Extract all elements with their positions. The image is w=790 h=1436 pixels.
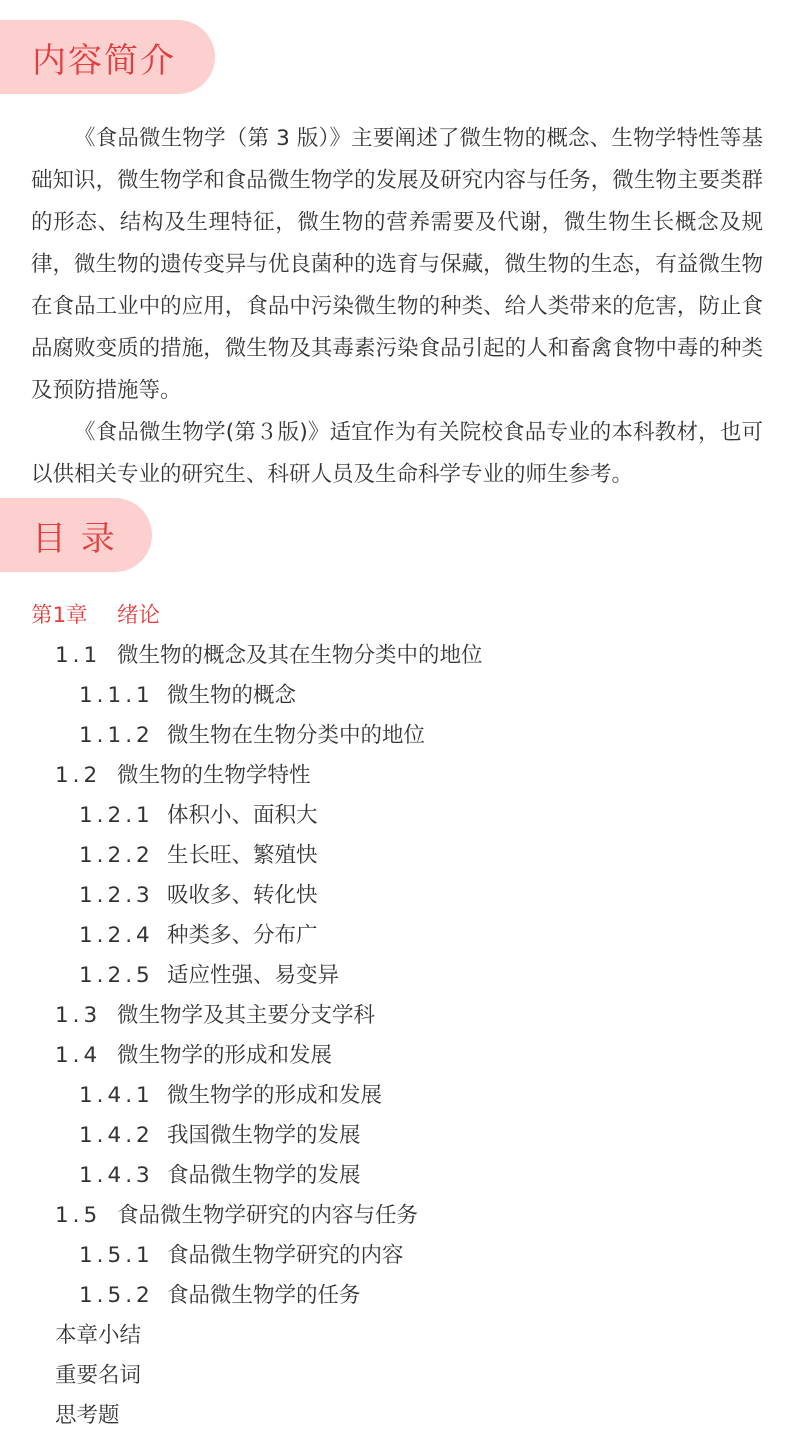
toc-entry-section[interactable]	[31, 1196, 761, 1236]
toc-entry-section[interactable]	[31, 1036, 761, 1076]
toc-entry-extra[interactable]	[31, 1396, 761, 1436]
toc-entry-number: 1.1.2	[79, 723, 154, 748]
toc-entry-subsection[interactable]	[31, 1276, 761, 1316]
toc-entry-extra[interactable]	[31, 1356, 761, 1396]
toc-entry-section[interactable]	[31, 996, 761, 1036]
toc-entry-number: 1.2.3	[79, 883, 154, 908]
toc-entry-number: 1.2.2	[79, 843, 154, 868]
toc-entry-section[interactable]	[31, 636, 761, 676]
toc-entry-title: 食品微生物学的发展	[167, 1163, 361, 1188]
toc-entry-title: 本章小结	[55, 1323, 142, 1348]
toc-entry-title: 微生物的概念	[167, 683, 297, 708]
toc-entry-subsection[interactable]	[31, 716, 761, 756]
intro-heading: 内容简介	[32, 40, 176, 81]
toc-entry-number: 1.4.1	[79, 1083, 154, 1108]
toc-entry-title: 微生物在生物分类中的地位	[167, 723, 426, 748]
toc-entry-number: 1.2.5	[79, 963, 154, 988]
toc-entry-number: 1.5	[55, 1203, 102, 1228]
toc-entry-number: 1.3	[55, 1003, 102, 1028]
toc-entry-subsection[interactable]	[31, 956, 761, 996]
toc-entry-title: 生长旺、繁殖快	[167, 843, 318, 868]
toc-entry-title: 食品微生物学研究的内容与任务	[117, 1203, 419, 1228]
toc-entry-title: 我国微生物学的发展	[167, 1123, 361, 1148]
toc-entry-subsection[interactable]	[31, 1116, 761, 1156]
intro-paragraph-1: 《食品微生物学（第 3 版）》主要阐述了微生物的概念、生物学特性等基础知识，微生物学和食品微生物学的发展及研究内容与任务，微生物主要类群的形态、结构及生理特征，微生物的营养需要及代谢，微生物生长概念及规律，微生物的遗传变异与优良菌种的选育与保藏，微生物的生态，有益微生物在食品工业中的应用，食品中污染微生物的种类、给人类带来的危害，防止食品腐败变质的措施，微生物及其毒素污染食品引起的人和畜禽食物中毒的种类及预防措施等。	[31, 126, 763, 403]
toc-entry-extra[interactable]	[31, 1316, 761, 1356]
toc-heading: 目 录	[32, 518, 117, 559]
toc-entry-title: 食品微生物学研究的内容	[167, 1243, 404, 1268]
toc-entry-number: 1.5.2	[79, 1283, 154, 1308]
toc-entry-title: 微生物学的形成和发展	[167, 1083, 383, 1108]
toc-entry-title: 微生物的概念及其在生物分类中的地位	[117, 643, 483, 668]
toc-entry-subsection[interactable]	[31, 1156, 761, 1196]
toc-entry-subsection[interactable]	[31, 836, 761, 876]
toc-entry-subsection[interactable]	[31, 676, 761, 716]
toc-chapter-number: 第1章	[31, 603, 88, 628]
toc-entry-number: 1.2	[55, 763, 102, 788]
intro-paragraph-2: 《食品微生物学(第３版)》适宜作为有关院校食品专业的本科教材，也可以供相关专业的研究生、科研人员及生命科学专业的师生参考。	[31, 420, 763, 487]
table-of-contents	[31, 596, 761, 1436]
toc-entry-title: 适应性强、易变异	[167, 963, 340, 988]
toc-entry-number: 1.2.1	[79, 803, 154, 828]
toc-entry-section[interactable]	[31, 756, 761, 796]
toc-entry-subsection[interactable]	[31, 916, 761, 956]
intro-text-block	[31, 118, 763, 496]
toc-entry-title: 吸收多、转化快	[167, 883, 318, 908]
toc-entry-number: 1.1.1	[79, 683, 154, 708]
toc-entry-number: 1.4	[55, 1043, 102, 1068]
toc-entry-title: 思考题	[55, 1403, 120, 1428]
toc-entry-number: 1.5.1	[79, 1243, 154, 1268]
toc-entry-number: 1.1	[55, 643, 102, 668]
toc-entry-title: 种类多、分布广	[167, 923, 318, 948]
toc-entry-number: 1.2.4	[79, 923, 154, 948]
toc-entry-title: 重要名词	[55, 1363, 142, 1388]
toc-chapter-entry[interactable]	[31, 596, 761, 636]
toc-entry-title: 微生物学的形成和发展	[117, 1043, 333, 1068]
toc-entry-title: 食品微生物学的任务	[167, 1283, 361, 1308]
intro-section-tab	[0, 20, 215, 94]
toc-entry-number: 1.4.3	[79, 1163, 154, 1188]
toc-entry-subsection[interactable]	[31, 1236, 761, 1276]
toc-entry-subsection[interactable]	[31, 876, 761, 916]
toc-entry-number: 1.4.2	[79, 1123, 154, 1148]
toc-entry-subsection[interactable]	[31, 796, 761, 836]
toc-entry-subsection[interactable]	[31, 1076, 761, 1116]
toc-entry-title: 微生物的生物学特性	[117, 763, 311, 788]
toc-section-tab	[0, 498, 152, 572]
toc-chapter-title: 绪论	[117, 603, 161, 628]
toc-entry-title: 微生物学及其主要分支学科	[117, 1003, 376, 1028]
toc-entry-title: 体积小、面积大	[167, 803, 318, 828]
